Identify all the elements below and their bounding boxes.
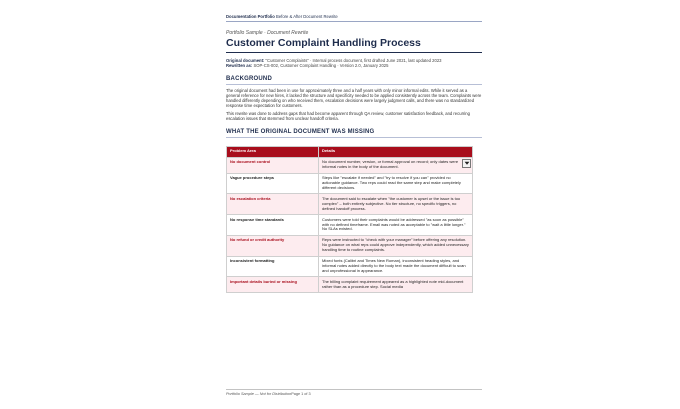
problem-area-cell: No escalation criteria [227,194,319,215]
eyebrow: Portfolio Sample · Document Rewrite [226,30,309,36]
background-paragraph-2: This rewrite was done to address gaps that had become apparent through QA review, customer satisfaction feedback, and recurring escalation issues that stemmed from unclear handoff criteria. [226,111,470,122]
meta-rewrite-value: SOP-CS-002, Customer Complaint Handling · Version 2.0, January 2025 [252,63,389,69]
table-row [227,194,473,215]
table-row [227,256,473,277]
document-meta [226,58,482,68]
problem-area-cell: Inconsistent formatting [227,256,319,277]
meta-original-label: Original document: [226,58,265,63]
meta-rewrite-label: Rewritten as: [226,63,253,69]
table-row [227,215,473,236]
details-cell [319,157,473,173]
table-row [227,173,473,194]
dropdown-button[interactable] [462,159,471,168]
column-header-problem-area: Problem Area [227,146,319,157]
header-portfolio: Documentation Portfolio [226,14,275,19]
details-cell: The billing complaint requirement appeared as a highlighted note mid-document rather than as a procedure step. Social media [319,277,473,293]
meta-original-value: "Customer Complaints" · Internal process document, first drafted June 2021, last updated 2023 [264,58,442,63]
details-cell: The document said to escalate when "the customer is upset or the issue is too complex" – both entirely subjective. No tier structure, no specific triggers, no defined handoff process. [319,194,473,215]
background-heading: BACKGROUND [226,76,482,85]
table-row [227,277,473,293]
document-page [226,14,482,401]
details-cell: Steps like "escalate if needed" and "try to resolve if you can" provided no actionable guidance. Two reps could read the same step and make completely different decisions. [319,173,473,194]
header-subtitle: Before & After Document Rewrite [276,14,338,19]
problem-area-cell: No refund or credit authority [227,235,319,256]
missing-heading: WHAT THE ORIGINAL DOCUMENT WAS MISSING [226,129,482,138]
problem-table [226,146,473,293]
column-header-details: Details [319,146,473,157]
problem-area-cell: No document control [227,157,319,173]
details-cell: Customers were told their complaints would be addressed "as soon as possible" with no defined timeframe. Email was noted as acceptable to "wait a little longer." No SLAs existed. [319,215,473,236]
problem-area-cell: No response time standards [227,215,319,236]
details-cell: Mixed fonts (Calibri and Times New Roman), inconsistent heading styles, and informal notes added directly to the body text made the document difficult to scan and unprofessional in appearance. [319,256,473,277]
background-paragraph-1: The original document had been in use for approximately three and a half years with only minor informal edits. While it served as a general reference for new hires, it lacked the structure and specificity needed to be applied consistently across the team. Complaints were handled differently depending on who received them, escalation decisions were largely judgment calls, and there was no standardized response time expectation for customers. [226,87,482,109]
meta-rewrite [226,63,482,68]
table-row [227,157,473,173]
chevron-down-icon [464,160,470,166]
details-text: No document number, version, or formal approval on record; only dates were informal notes in the body of the document. [322,159,459,170]
problem-area-cell: Important details buried or missing [227,277,319,293]
footer-page: Page 1 of 3 [291,392,311,396]
table-header-row [227,146,473,157]
problem-area-cell: Vague procedure steps [227,173,319,194]
footer-left: Portfolio Sample — Not for Distribution [226,392,292,396]
details-cell: Reps were instructed to "check with your manager" before offering any resolution. No guidance on what reps could approve independently, which added unnecessary handling time to routine complaints. [319,235,473,256]
page-title: Customer Complaint Handling Process [226,37,482,53]
table-row [227,235,473,256]
running-header [226,14,482,22]
page-footer [226,389,482,396]
